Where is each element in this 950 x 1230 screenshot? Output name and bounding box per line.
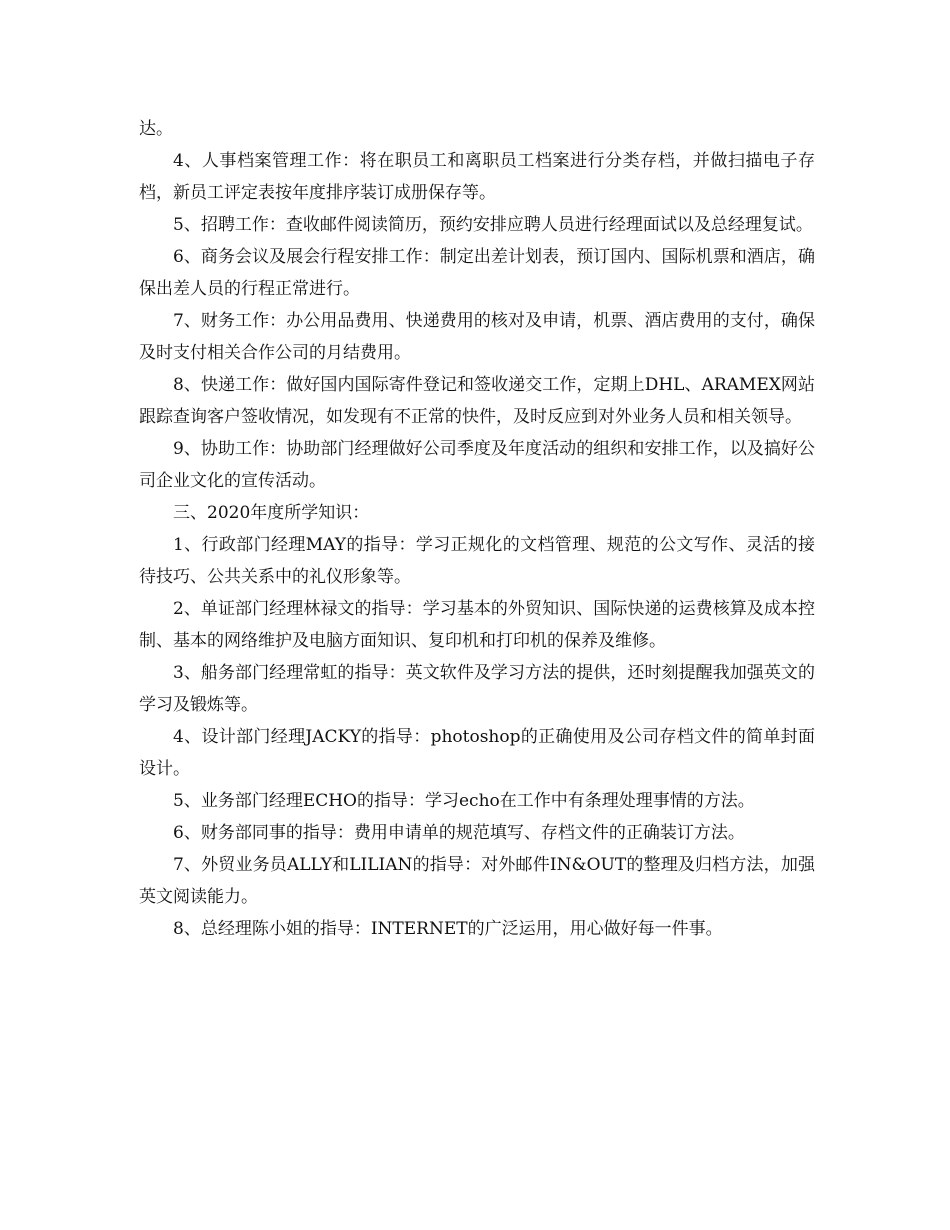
paragraph-duty-6: 6、商务会议及展会行程安排工作：制定出差计划表，预订国内、国际机票和酒店，确保出差人员的行程正常进行。: [139, 247, 815, 299]
paragraph-knowledge-3: 3、船务部门经理常虹的指导：英文软件及学习方法的提供，还时刻提醒我加强英文的学习及锻炼等。: [139, 663, 815, 715]
document-body: [139, 113, 815, 945]
paragraph-knowledge-8: 8、总经理陈小姐的指导：INTERNET的广泛运用，用心做好每一件事。: [173, 919, 723, 939]
paragraph-continuation: 达。: [139, 119, 173, 139]
paragraph-duty-7: 7、财务工作：办公用品费用、快递费用的核对及申请，机票、酒店费用的支付，确保及时支付相关合作公司的月结费用。: [139, 311, 815, 363]
paragraph-knowledge-5: 5、业务部门经理ECHO的指导：学习echo在工作中有条理处理事情的方法。: [173, 791, 755, 811]
paragraph-duty-9: 9、协助工作：协助部门经理做好公司季度及年度活动的组织和安排工作，以及搞好公司企业文化的宣传活动。: [139, 439, 815, 491]
paragraph-knowledge-6: 6、财务部同事的指导：费用申请单的规范填写、存档文件的正确装订方法。: [173, 823, 745, 843]
paragraph-duty-8: 8、快递工作：做好国内国际寄件登记和签收递交工作，定期上DHL、ARAMEX网站跟踪查询客户签收情况，如发现有不正常的快件，及时反应到对外业务人员和相关领导。: [139, 375, 815, 427]
paragraph-knowledge-4: 4、设计部门经理JACKY的指导：photoshop的正确使用及公司存档文件的简单封面设计。: [139, 727, 815, 779]
paragraph-duty-5: 5、招聘工作：查收邮件阅读简历，预约安排应聘人员进行经理面试以及总经理复试。: [173, 215, 813, 235]
paragraph-knowledge-2: 2、单证部门经理林禄文的指导：学习基本的外贸知识、国际快递的运费核算及成本控制、基本的网络维护及电脑方面知识、复印机和打印机的保养及维修。: [139, 599, 815, 651]
section-heading-knowledge: 三、2020年度所学知识：: [173, 503, 370, 523]
paragraph-duty-4: 4、人事档案管理工作：将在职员工和离职员工档案进行分类存档，并做扫描电子存档，新员工评定表按年度排序装订成册保存等。: [139, 151, 815, 203]
paragraph-knowledge-1: 1、行政部门经理MAY的指导：学习正规化的文档管理、规范的公文写作、灵活的接待技巧、公共关系中的礼仪形象等。: [139, 535, 815, 587]
paragraph-knowledge-7: 7、外贸业务员ALLY和LILIAN的指导：对外邮件IN&OUT的整理及归档方法，加强英文阅读能力。: [139, 855, 815, 907]
